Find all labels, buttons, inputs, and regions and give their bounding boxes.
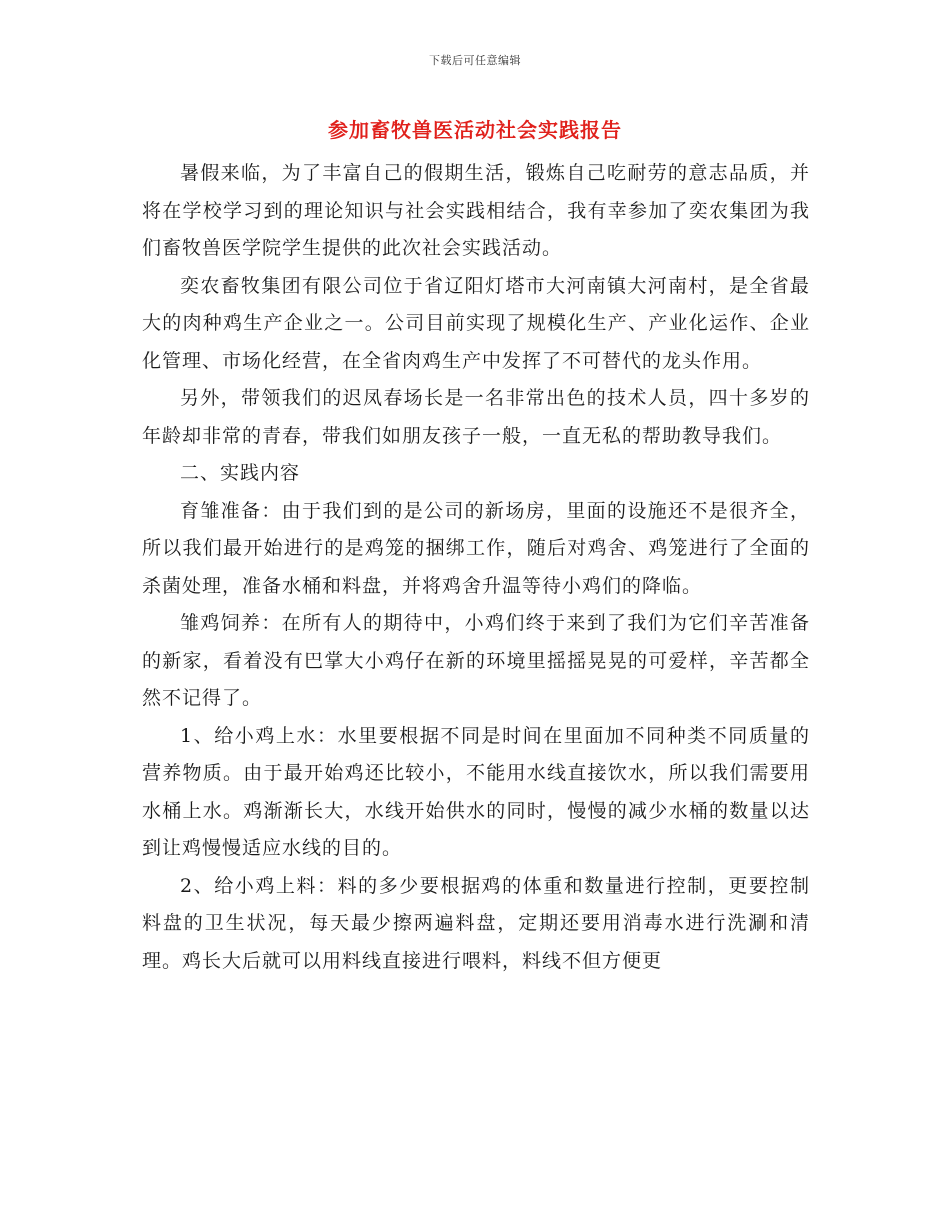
- paragraph-brooding-prep: 育雏准备：由于我们到的是公司的新场房，里面的设施还不是很齐全，所以我们最开始进行的是鸡笼的捆绑工作，随后对鸡舍、鸡笼进行了全面的杀菌处理，准备水桶和料盘，并将鸡舍升温等待小鸡们的降临。: [142, 499, 810, 597]
- paragraph-intro: 暑假来临，为了丰富自己的假期生活，锻炼自己吃耐劳的意志品质，并将在学校学习到的理论知识与社会实践相结合，我有幸参加了奕农集团为我们畜牧兽医学院学生提供的此次社会实践活动。: [142, 162, 810, 259]
- header-note: 下载后可任意编辑: [429, 54, 521, 67]
- paragraph-company: 奕农畜牧集团有限公司位于省辽阳灯塔市大河南镇大河南村，是全省最大的肉种鸡生产企业之一。公司目前实现了规模化生产、产业化运作、企业化管理、市场化经营，在全省肉鸡生产中发挥了不可替代的龙头作用。: [142, 274, 810, 372]
- section-heading-practice: 二、实践内容: [180, 462, 301, 484]
- paragraph-supervisor: 另外，带领我们的迟凤春场长是一名非常出色的技术人员，四十多岁的年龄却非常的青春，带我们如朋友孩子一般，一直无私的帮助教导我们。: [142, 387, 810, 447]
- paragraph-watering: 1、给小鸡上水：水里要根据不同是时间在里面加不同种类不同质量的营养物质。由于最开始鸡还比较小，不能用水线直接饮水，所以我们需要用水桶上水。鸡渐渐长大，水线开始供水的同时，慢慢的减少水桶的数量以达到让鸡慢慢适应水线的目的。: [142, 724, 810, 859]
- paragraph-feeding: 2、给小鸡上料：料的多少要根据鸡的体重和数量进行控制，更要控制料盘的卫生状况，每天最少擦两遍料盘，定期还要用消毒水进行洗涮和清理。鸡长大后就可以用料线直接进行喂料，料线不但方便更: [142, 874, 810, 972]
- document-body: [142, 155, 810, 980]
- document-title: 参加畜牧兽医活动社会实践报告: [328, 118, 622, 142]
- paragraph-chick-rearing: 雏鸡饲养：在所有人的期待中，小鸡们终于来到了我们为它们辛苦准备的新家，看着没有巴掌大小鸡仔在新的环境里摇摇晃晃的可爱样，辛苦都全然不记得了。: [142, 612, 810, 709]
